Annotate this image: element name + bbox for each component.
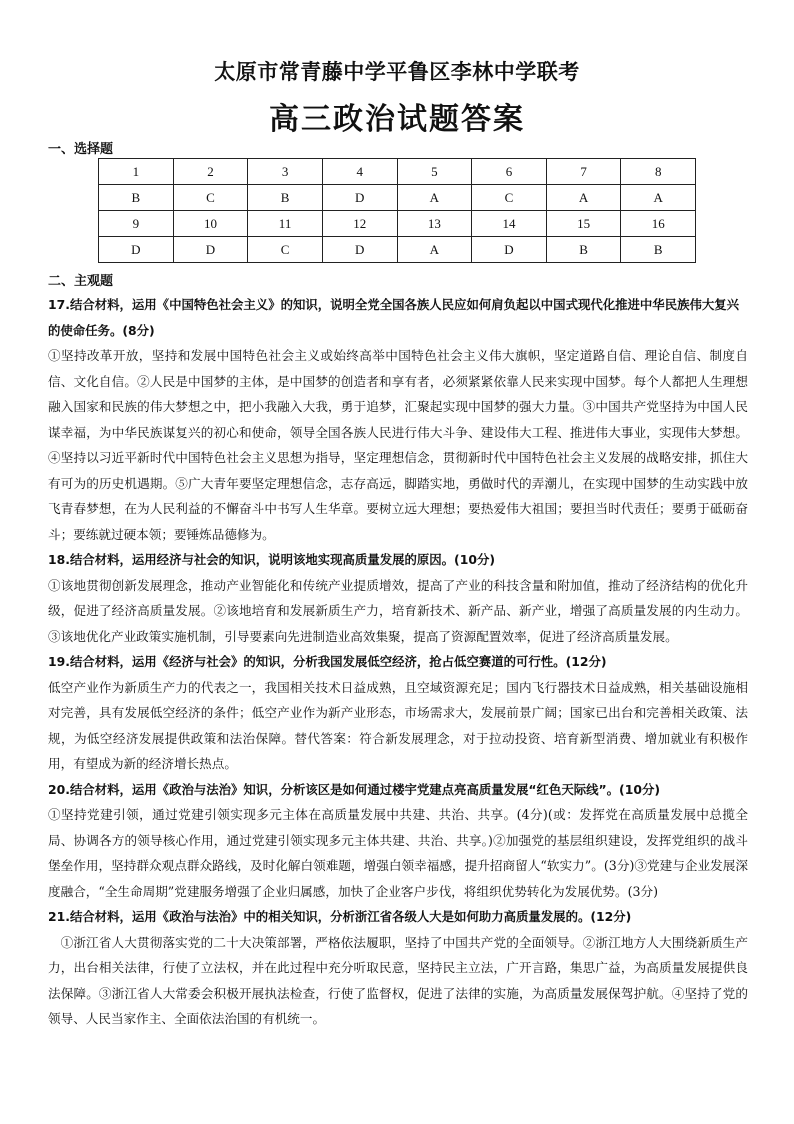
table-cell: 1 <box>99 159 174 185</box>
table-cell: 8 <box>621 159 696 185</box>
table-cell: 13 <box>397 211 472 237</box>
table-cell: 16 <box>621 211 696 237</box>
table-row <box>99 159 696 185</box>
table-cell: D <box>322 185 397 211</box>
table-cell: B <box>248 185 323 211</box>
answer-17: ①坚持改革开放，坚持和发展中国特色社会主义或始终高举中国特色社会主义伟大旗帜，坚定道路自信、理论自信、制度自信、文化自信。②人民是中国梦的主体，是中国梦的创造者和享有者，必须紧紧依靠人民来实现中国梦。每个人都把人生理想融入国家和民族的伟大梦想之中，把小我融入大我，勇于追梦，汇聚起实现中国梦的强大力量。③中国共产党坚持为中国人民谋幸福，为中华民族谋复兴的初心和使命，领导全国各族人民进行伟大斗争、建设伟大工程、推进伟大事业，实现伟大梦想。④坚持以习近平新时代中国特色社会主义思想为指导，坚定理想信念，贯彻新时代中国特色社会主义发展的战略安排，抓住大有可为的历史机遇期。⑤广大青年要坚定理想信念，志存高远，脚踏实地，勇做时代的弄潮儿，在实现中国梦的生动实践中放飞青春梦想，在为人民利益的不懈奋斗中书写人生华章。要树立远大理想；要热爱伟大祖国；要担当时代责任；要勇于砥砺奋斗；要练就过硬本领；要锤炼品德修为。 <box>48 348 748 542</box>
table-cell: 14 <box>472 211 547 237</box>
table-row <box>99 185 696 211</box>
subjective-answers <box>48 292 748 1032</box>
table-cell: B <box>621 237 696 263</box>
table-cell: 9 <box>99 211 174 237</box>
table-cell: 2 <box>173 159 248 185</box>
table-cell: C <box>173 185 248 211</box>
table-cell: B <box>99 185 174 211</box>
question-21: 21.结合材料，运用《政治与法治》中的相关知识，分析浙江省各级人大是如何助力高质量发展的。(12分) <box>48 909 632 924</box>
table-cell: 6 <box>472 159 547 185</box>
table-cell: 4 <box>322 159 397 185</box>
question-18: 18.结合材料，运用经济与社会的知识，说明该地实现高质量发展的原因。(10分) <box>48 552 496 567</box>
section-subjective-title: 二、主观题 <box>48 274 114 289</box>
choice-answer-table <box>98 158 696 263</box>
table-cell: 10 <box>173 211 248 237</box>
table-cell: D <box>472 237 547 263</box>
table-cell: D <box>322 237 397 263</box>
table-cell: 12 <box>322 211 397 237</box>
table-row <box>99 211 696 237</box>
table-cell: D <box>173 237 248 263</box>
table-row <box>99 237 696 263</box>
section-choice-title: 一、选择题 <box>48 142 114 157</box>
table-cell: C <box>472 185 547 211</box>
question-19: 19.结合材料，运用《经济与社会》的知识，分析我国发展低空经济，抢占低空赛道的可行性。(12分) <box>48 654 607 669</box>
table-cell: 11 <box>248 211 323 237</box>
table-cell: B <box>546 237 621 263</box>
table-cell: A <box>397 237 472 263</box>
table-cell: A <box>621 185 696 211</box>
table-cell: D <box>99 237 174 263</box>
table-cell: 7 <box>546 159 621 185</box>
table-cell: A <box>546 185 621 211</box>
table-cell: C <box>248 237 323 263</box>
answer-19: 低空产业作为新质生产力的代表之一，我国相关技术日益成熟，且空域资源充足；国内飞行器技术日益成熟，相关基础设施相对完善，具有发展低空经济的条件；低空产业作为新产业形态，市场需求大，发展前景广阔；国家已出台和完善相关政策、法规，为低空经济发展提供政策和法治保障。替代答案：符合新发展理念，对于拉动投资、培育新型消费、增加就业有积极作用，有望成为新的经济增长热点。 <box>48 679 748 771</box>
table-cell: A <box>397 185 472 211</box>
answer-18: ①该地贯彻创新发展理念，推动产业智能化和传统产业提质增效，提高了产业的科技含量和附加值，推动了经济结构的优化升级，促进了经济高质量发展。②该地培育和发展新质生产力，培育新技术、新产品、新产业，增强了高质量发展的内生动力。③该地优化产业政策实施机制，引导要素向先进制造业高效集聚，提高了资源配置效率，促进了经济高质量发展。 <box>48 577 748 644</box>
question-17: 17.结合材料，运用《中国特色社会主义》的知识，说明全党全国各族人民应如何肩负起以中国式现代化推进中华民族伟大复兴的使命任务。(8分) <box>48 297 740 338</box>
question-20: 20.结合材料，运用《政治与法治》知识，分析该区是如何通过楼宇党建点亮高质量发展“红色天际线”。(10分) <box>48 781 660 797</box>
school-name: 太原市常青藤中学平鲁区李林中学联考 <box>214 60 580 84</box>
table-cell: 3 <box>248 159 323 185</box>
table-cell: 15 <box>546 211 621 237</box>
answer-20: ①坚持党建引领，通过党建引领实现多元主体在高质量发展中共建、共治、共享。(4分)(或：发挥党在高质量发展中总揽全局、协调各方的领导核心作用，通过党建引领实现多元主体共建、共治、共享。)②加强党的基层组织建设，发挥党组织的战斗堡垒作用，坚持群众观点群众路线，及时化解白领难题，增强白领幸福感，提升招商留人“软实力”。(3分)③党建与企业发展深度融合，“全生命周期”党建服务增强了企业归属感，加快了企业客户步伐，将组织优势转化为发展优势。(3分) <box>48 807 748 899</box>
document-title: 高三政治试题答案 <box>269 102 525 137</box>
table-cell: 5 <box>397 159 472 185</box>
answer-21: ①浙江省人大贯彻落实党的二十大决策部署，严格依法履职，坚持了中国共产党的全面领导。②浙江地方人大围绕新质生产力，出台相关法律，行使了立法权，并在此过程中充分听取民意，坚持民主立法，广开言路，集思广益，为高质量发展提供良法保障。③浙江省人大常委会积极开展执法检查，行使了监督权，促进了法律的实施，为高质量发展保驾护航。④坚持了党的领导、人民当家作主、全面依法治国的有机统一。 <box>48 934 748 1026</box>
